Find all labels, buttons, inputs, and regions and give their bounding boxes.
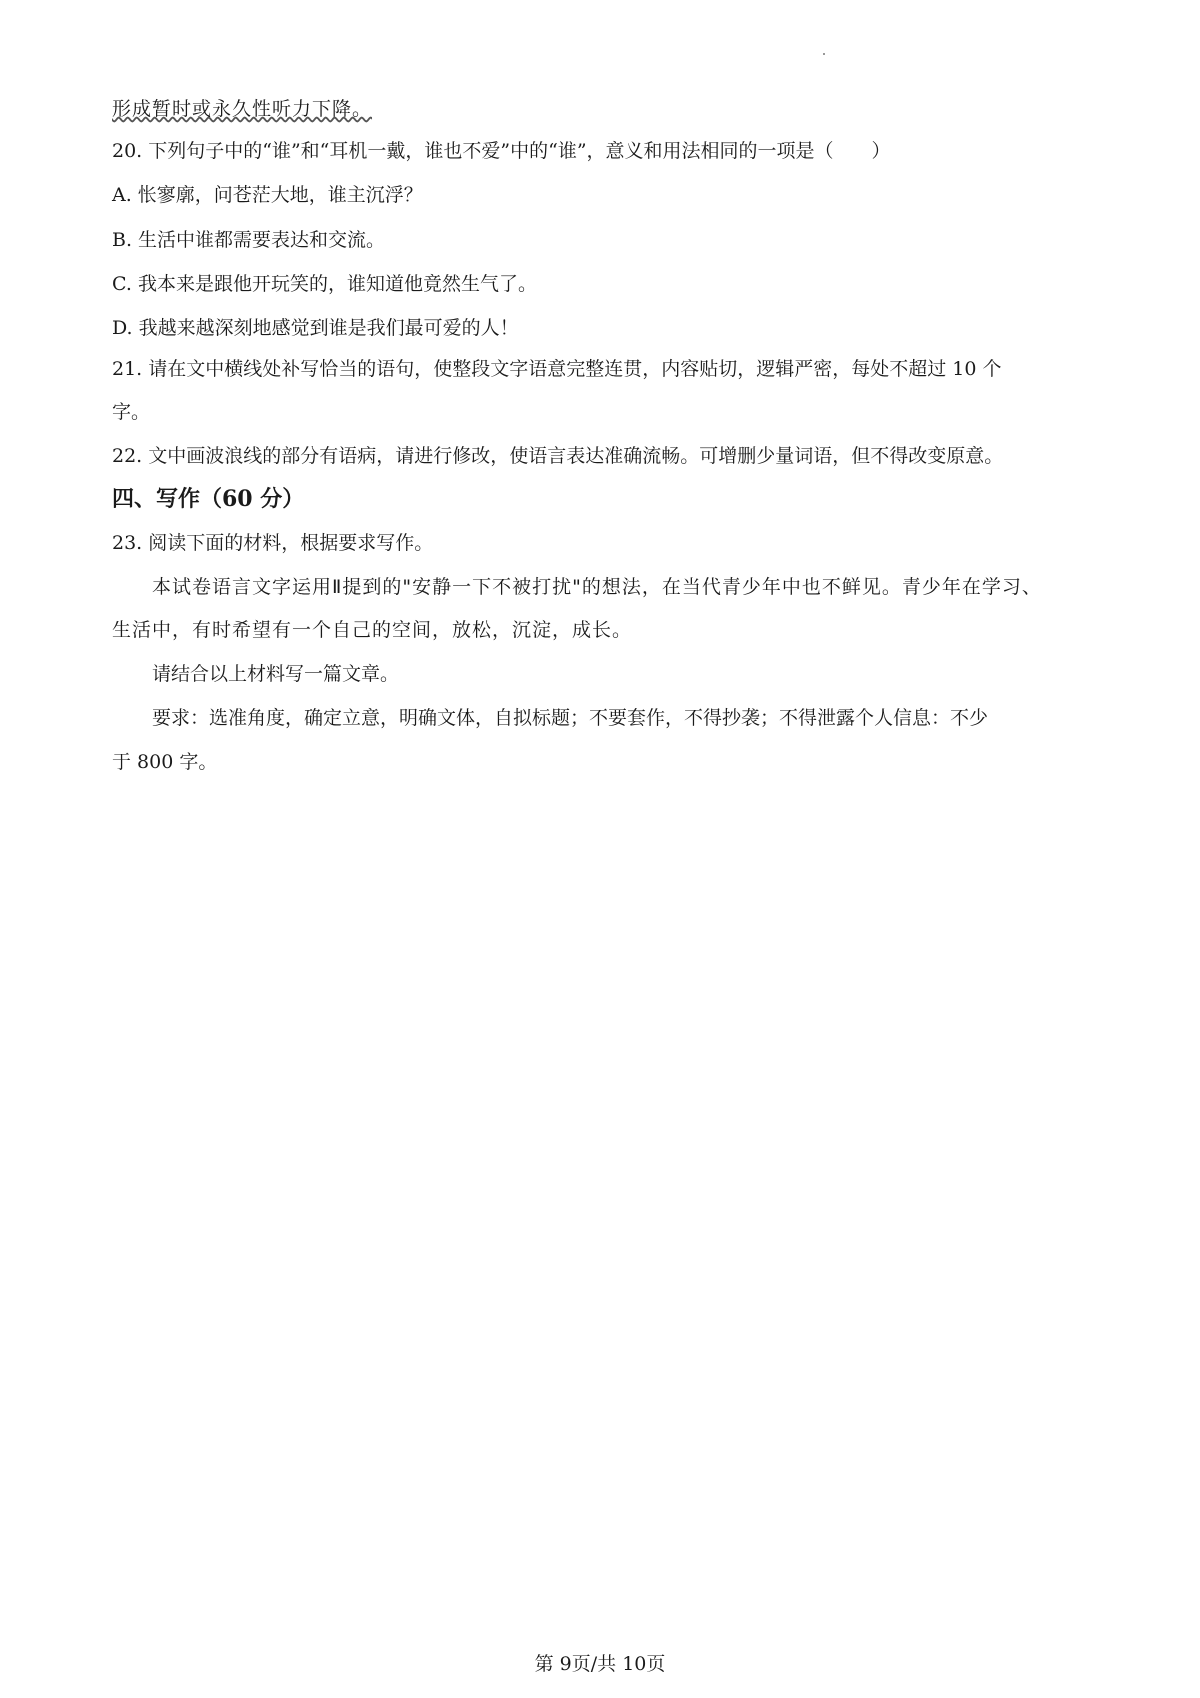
continuation-text: 形成暂时或永久性听力下降。 bbox=[112, 98, 373, 120]
requirements-line2: 于 800 字。 bbox=[112, 751, 218, 773]
material-line2: 生活中，有时希望有一个自己的空间，放松，沉淀，成长。 bbox=[112, 619, 633, 641]
question-20-stem: 20. 下列句子中的“谁”和“耳机一戴，谁也不爱”中的“谁”，意义和用法相同的一项是（ ） bbox=[112, 140, 891, 162]
question-21-line2: 字。 bbox=[112, 401, 151, 423]
question-20-option-b: B. 生活中谁都需要表达和交流。 bbox=[112, 229, 386, 251]
question-23-stem: 23. 阅读下面的材料，根据要求写作。 bbox=[112, 532, 434, 554]
writing-instruction: 请结合以上材料写一篇文章。 bbox=[152, 663, 400, 685]
question-20-option-c: C. 我本来是跟他开玩笑的，谁知道他竟然生气了。 bbox=[112, 273, 537, 295]
material-line1: 本试卷语言文字运用Ⅱ提到的"安静一下不被打扰"的想法，在当代青少年中也不鲜见。青少年在学习、 bbox=[152, 576, 1042, 598]
continuation-line bbox=[112, 95, 1110, 123]
question-21-line1: 21. 请在文中横线处补写恰当的语句，使整段文字语意完整连贯，内容贴切，逻辑严密，每处不超过 10 个 bbox=[112, 358, 1002, 380]
section-heading-writing: 四、写作（60 分） bbox=[112, 486, 305, 512]
question-22: 22. 文中画波浪线的部分有语病，请进行修改，使语言表达准确流畅。可增删少量词语，但不得改变原意。 bbox=[112, 445, 1004, 467]
question-20-option-a: A. 怅寥廓，问苍茫大地，谁主沉浮？ bbox=[112, 184, 423, 206]
question-20-option-d: D. 我越来越深刻地感觉到谁是我们最可爱的人！ bbox=[112, 317, 519, 339]
requirements-line1: 要求：选准角度，确定立意，明确文体，自拟标题；不要套作，不得抄袭；不得泄露个人信息：不少 bbox=[152, 707, 989, 729]
scan-speck bbox=[823, 53, 825, 55]
page-footer: 第 9页/共 10页 bbox=[534, 1653, 666, 1675]
